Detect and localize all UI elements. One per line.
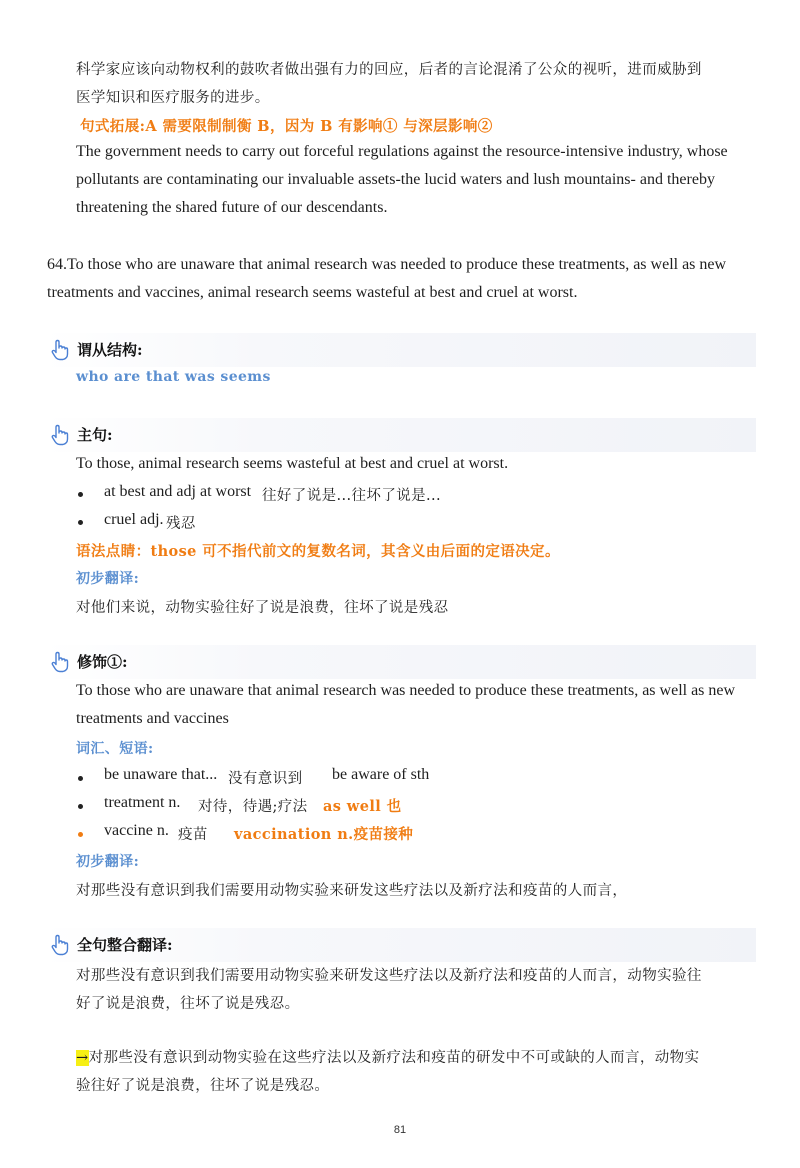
page-number: 81 — [393, 1124, 407, 1136]
main-bullet-2-en: cruel adj. — [104, 511, 164, 528]
top-en-line-3: threatening the shared future of our descendants. — [76, 199, 388, 216]
pattern-extension-label: 句式拓展:A 需要限制制衡 B，因为 B 有影响① 与深层影响② — [80, 118, 493, 135]
structure-words: who are that was seems — [76, 369, 271, 385]
mod1-line-1: To those who are unaware that animal research was needed to produce these treatments, as well as new — [76, 682, 736, 699]
section-header-full-translation — [44, 928, 756, 962]
q64-line-2: treatments and vaccines, animal research seems wasteful at best and cruel at worst. — [47, 284, 578, 301]
top-cn-line-2: 医学知识和医疗服务的进步。 — [76, 90, 270, 106]
main-bullet-2-cn: 残忍 — [166, 516, 196, 532]
vocab-1-extra: be aware of sth — [332, 766, 430, 783]
section-header-modifier — [44, 645, 756, 679]
vocab-2-en: treatment n. — [104, 794, 181, 811]
pointing-hand-icon — [50, 651, 70, 673]
arrow-highlight: → — [76, 1050, 89, 1066]
main-bullet-1-en: at best and adj at worst — [104, 483, 252, 500]
mod1-trans-label: 初步翻译: — [76, 854, 140, 870]
mod1-translation: 对那些没有意识到我们需要用动物实验来研发这些疗法以及新疗法和疫苗的人而言， — [76, 883, 628, 899]
mod1-line-2: treatments and vaccines — [76, 710, 229, 727]
grammar-tip: 语法点睛：those 可不指代前文的复数名词，其含义由后面的定语决定。 — [76, 543, 560, 560]
section-header-structure — [44, 333, 756, 367]
vocab-label: 词汇、短语: — [76, 741, 154, 757]
main-bullet-1-cn: 往好了说是...往坏了说是... — [262, 488, 442, 504]
main-translation: 对他们来说，动物实验往好了说是浪费，往坏了说是残忍 — [76, 600, 449, 616]
bullet-dot — [78, 832, 83, 837]
full-trans-line-2: 好了说是浪费，往坏了说是残忍。 — [76, 996, 300, 1012]
vocab-1-cn: 没有意识到 — [228, 771, 303, 787]
top-en-line-1: The government needs to carry out forceful regulations against the resource-intensive industry, whose — [76, 143, 728, 160]
improved-translation-line-1 — [76, 1046, 699, 1067]
main-trans-label: 初步翻译: — [76, 571, 140, 587]
vocab-2-extra: as well 也 — [323, 798, 402, 815]
vocab-3-extra: vaccination n.疫苗接种 — [234, 826, 414, 843]
improved-trans-text-1: 对那些没有意识到动物实验在这些疗法以及新疗法和疫苗的研发中不可或缺的人而言，动物实 — [88, 1050, 700, 1066]
vocab-3-cn: 疫苗 — [178, 827, 208, 843]
section-title-main: 主句: — [77, 426, 113, 444]
vocab-2-cn: 对待，待遇;疗法 — [198, 799, 308, 815]
pointing-hand-icon — [50, 424, 70, 446]
pointing-hand-icon — [50, 934, 70, 956]
full-trans-line-1: 对那些没有意识到我们需要用动物实验来研发这些疗法以及新疗法和疫苗的人而言，动物实验往 — [76, 968, 702, 984]
top-cn-line-1: 科学家应该向动物权利的鼓吹者做出强有力的回应，后者的言论混淆了公众的视听，进而威胁到 — [76, 62, 702, 78]
main-sentence: To those, animal research seems wasteful at best and cruel at worst. — [76, 455, 509, 472]
improved-translation-line-2: 验往好了说是浪费，往坏了说是残忍。 — [76, 1078, 330, 1094]
bullet-dot — [78, 492, 83, 497]
q64-line-1: 64.To those who are unaware that animal research was needed to produce these treatments, as well as new — [47, 256, 727, 273]
section-title-full-translation: 全句整合翻译: — [77, 936, 173, 954]
bullet-dot — [78, 804, 83, 809]
vocab-3-en: vaccine n. — [104, 822, 169, 839]
section-title-structure: 谓从结构: — [77, 341, 143, 359]
section-header-main — [44, 418, 756, 452]
section-title-modifier: 修饰①: — [77, 653, 128, 671]
bullet-dot — [78, 520, 83, 525]
top-en-line-2: pollutants are contaminating our invaluable assets-the lucid waters and lush mountains- and thereby — [76, 171, 715, 188]
bullet-dot — [78, 776, 83, 781]
vocab-1-en: be unaware that... — [104, 766, 218, 783]
pointing-hand-icon — [50, 339, 70, 361]
